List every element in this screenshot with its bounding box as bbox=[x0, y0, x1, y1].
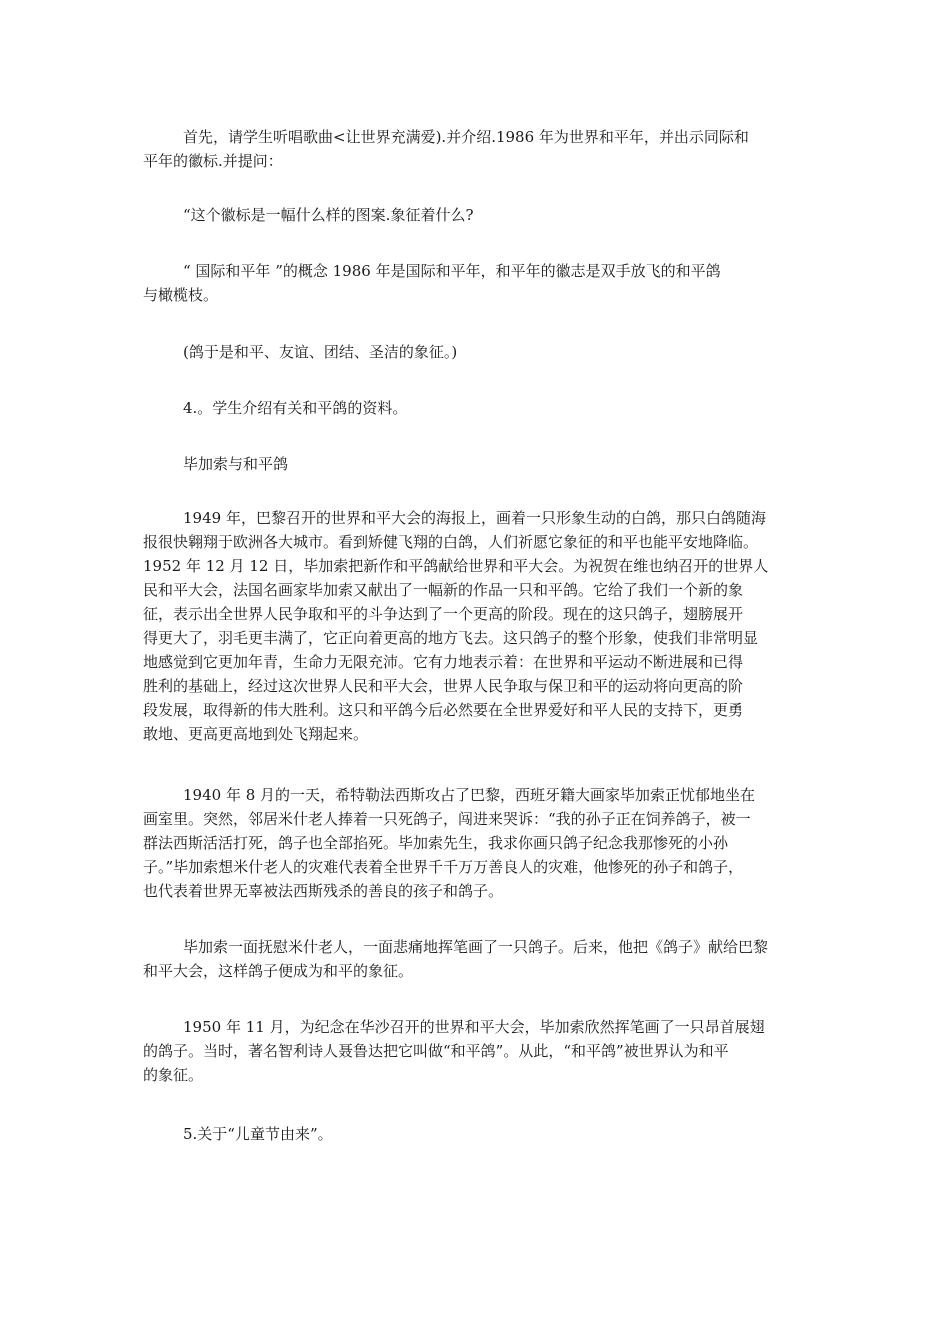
text-line: 也代表着世界无辜被法西斯残杀的善良的孩子和鸽子。 bbox=[143, 882, 504, 900]
text-line: “ 国际和平年 ”的概念 1986 年是国际和平年，和平年的徽志是双手放飞的和平鸽 bbox=[183, 262, 721, 280]
text-line: 4.。学生介绍有关和平鸽的资料。 bbox=[183, 399, 408, 417]
text-line: 平年的徽标.并提问： bbox=[143, 152, 283, 170]
text-line: 毕加索一面抚慰米什老人，一面悲痛地挥笔画了一只鸽子。后来，他把《鸽子》献给巴黎 bbox=[183, 938, 769, 956]
paragraph-item-5 bbox=[143, 1122, 815, 1146]
paragraph-item-4 bbox=[143, 396, 815, 420]
text-line: 段发展，取得新的伟大胜利。这只和平鸽今后必然要在全世界爱好和平人民的支持下，更勇 bbox=[143, 701, 744, 719]
text-line: 的鸽子。当时，著名智利诗人聂鲁达把它叫做“和平鸽”。从此，“和平鸽”被世界认为和平 bbox=[143, 1042, 729, 1060]
text-line: 和平大会，这样鸽子便成为和平的象征。 bbox=[143, 962, 414, 980]
text-line: 画室里。突然，邻居米什老人捧着一只死鸽子，闯进来哭诉：“我的孙子正在饲养鸽子，被一 bbox=[143, 810, 751, 828]
paragraph-intro bbox=[143, 125, 815, 173]
text-line: 征，表示出全世界人民争取和平的斗争达到了一个更高的阶段。现在的这只鸽子，翅膀展开 bbox=[143, 605, 744, 623]
text-line: 民和平大会，法国名画家毕加索又献出了一幅新的作品一只和平鸽。它给了我们一个新的象 bbox=[143, 581, 744, 599]
text-line: (鸽于是和平、友谊、团结、圣洁的象征。) bbox=[183, 343, 458, 361]
text-line: 报很快翱翔于欧洲各大城市。看到矫健飞翔的白鸽，人们祈愿它象征的和平也能平安地降临。 bbox=[143, 533, 759, 551]
text-line: 1949 年，巴黎召开的世界和平大会的海报上，画着一只形象生动的白鸽，那只白鸽随海 bbox=[183, 509, 766, 527]
text-line: 1940 年 8 月的一天，希特勒法西斯攻占了巴黎，西班牙籍大画家毕加索正忧郁地坐在 bbox=[183, 786, 756, 804]
text-line: 胜利的基础上，经过这次世界人民和平大会，世界人民争取与保卫和平的运动将向更高的阶 bbox=[143, 677, 744, 695]
text-line: 1952 年 12 月 12 日，毕加索把新作和平鸽献给世界和平大会。为祝贺在维也纳召开的世界人 bbox=[143, 557, 769, 575]
paragraph-1949 bbox=[143, 506, 815, 746]
text-line: 群法西斯活活打死，鸽子也全部掐死。毕加索先生，我求你画只鸽子纪念我那惨死的小孙 bbox=[143, 834, 729, 852]
text-line: 毕加索与和平鸽 bbox=[183, 455, 289, 473]
text-line: 的象征。 bbox=[143, 1066, 204, 1084]
paragraph-dove-symbol bbox=[143, 340, 815, 364]
paragraph-peace-year bbox=[143, 259, 815, 307]
text-line: 敢地、更高更高地到处飞翔起来。 bbox=[143, 725, 369, 743]
text-line: 与橄榄枝。 bbox=[143, 286, 219, 304]
text-line: “这个徽标是一幅什么样的图案.象征着什么? bbox=[183, 206, 474, 224]
text-line: 首先，请学生听唱歌曲<让世界充满爱).并介绍.1986 年为世界和平年，并出示同际和 bbox=[183, 128, 749, 146]
paragraph-question bbox=[143, 203, 815, 227]
section-heading bbox=[143, 452, 815, 476]
text-line: 子。”毕加索想米什老人的灾难代表着全世界千千万万善良人的灾难，他惨死的孙子和鸽子， bbox=[143, 858, 744, 876]
text-line: 5.关于“儿童节由来”。 bbox=[183, 1125, 333, 1143]
text-line: 地感觉到它更加年青，生命力无限充沛。它有力地表示着：在世界和平运动不断进展和已得 bbox=[143, 653, 744, 671]
paragraph-consolation bbox=[143, 935, 815, 983]
text-line: 1950 年 11 月，为纪念在华沙召开的世界和平大会，毕加索欣然挥笔画了一只昂首展翅 bbox=[183, 1018, 765, 1036]
paragraph-1950 bbox=[143, 1015, 815, 1087]
paragraph-1940 bbox=[143, 783, 815, 903]
text-line: 得更大了，羽毛更丰满了，它正向着更高的地方飞去。这只鸽子的整个形象，使我们非常明显 bbox=[143, 629, 759, 647]
